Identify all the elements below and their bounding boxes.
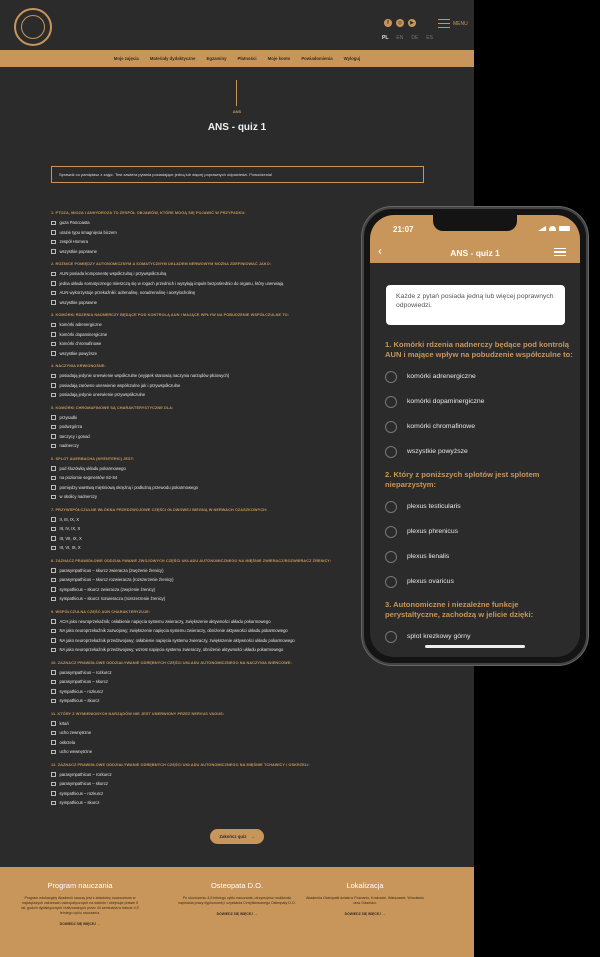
logo[interactable] xyxy=(14,8,52,46)
mobile-answer-label: plexus ovaricus xyxy=(407,578,454,585)
answer-option[interactable] xyxy=(51,728,451,738)
answer-label: NA jako neuroprzekaźnik przedzwojowy; wzrost napięcia systemu zwieraczy, obniżenie aktywności układu pokarmowego xyxy=(59,647,284,653)
status-icons xyxy=(538,226,570,231)
question-title: 6. SPLOT AUERBACHA (MYENTERIC) JEST: xyxy=(51,456,135,461)
nav-item[interactable]: Egzaminy xyxy=(206,56,227,61)
home-indicator xyxy=(425,645,525,648)
answer-label: krtań xyxy=(59,720,69,726)
question-title: 1. PTOZA, MIOZA I ANHYDROZA TO ZESPÓŁ OBJAWÓW, KTÓRE MOGĄ SIĘ POJAWIĆ W PRZYPADKU: xyxy=(51,211,246,215)
checkbox[interactable] xyxy=(51,230,56,235)
answer-label: posiadają jedynie unerwienie przywspółczulne xyxy=(59,392,146,398)
answer-option[interactable] xyxy=(51,668,451,678)
checkbox[interactable] xyxy=(51,495,56,500)
nav-item[interactable]: Moje zajęcia xyxy=(113,56,139,61)
checkbox[interactable] xyxy=(51,772,56,777)
answer-label: parasympathicus – rozkurcz xyxy=(59,669,112,675)
nav-item[interactable]: Moje konto xyxy=(267,56,291,61)
checkbox[interactable] xyxy=(51,638,56,643)
answer-option[interactable] xyxy=(51,677,451,687)
status-time: 21:07 xyxy=(393,225,414,234)
footer-column xyxy=(177,881,297,916)
mobile-answer-label: wszystkie powyższe xyxy=(407,448,468,455)
mobile-question xyxy=(385,600,575,649)
question-title: 11. KTÓRY Z WYMIENIONYCH NARZĄDÓW NIE JEST UNERWIONY PRZEZ NERVUS VAGUS: xyxy=(51,711,225,716)
answer-label: sympathicus – rozkurcz xyxy=(59,790,104,796)
answer-label: III, IV, IX, X xyxy=(59,526,81,532)
question-title: 2. RÓŻNICE POMIĘDZY AUTONOMICZNYM A SOMATYCZNYM UKŁADEM NERWOWYM MOŻNA ZDEFINIOWAĆ JAKO: xyxy=(51,262,272,266)
footer-text: Akademia Osteopatii działa w Poznaniu, Krakowie, Warszawie, Wrocławiu oraz Gdańsku. xyxy=(306,896,424,905)
answer-label: NA jako neuroprzekaźnik przedzwojowy; osłabienie napięcia systemu zwieraczy, zwiększenie aktywności układu pokarmowego xyxy=(59,637,295,643)
mobile-question-title: 1. Komórki rdzenia nadnerczy będące pod kontrolą AUN i mające wpływ na pobudzenie współczulne to: xyxy=(385,340,573,359)
question-title: 10. ZAZNACZ PRAWIDŁOWE ODDZIAŁYWANIE ODRĘBNYCH CZĘŚCI UKŁADU AUTONOMICZNEGO NA NACZYNIA WIEŃCOWE: xyxy=(51,660,292,665)
question-title: 7. PRZYWSPÓŁCZULNE WŁÓKNA PRZEDZWOJOWE CZĘŚCI GŁOWOWEJ BIEGNĄ W NERWACH CZASZKOWYCH: xyxy=(51,507,268,512)
checkbox[interactable] xyxy=(51,323,56,328)
answer-label: wszystkie powyższe xyxy=(59,350,97,356)
menu-button[interactable] xyxy=(438,19,468,28)
answer-label: guza Pancoasta xyxy=(59,220,90,226)
checkbox[interactable] xyxy=(51,221,56,226)
nav-item[interactable]: Powiadomienia xyxy=(301,56,333,61)
mobile-quiz-questions xyxy=(385,340,575,655)
footer-title: Lokalizacja xyxy=(346,881,384,890)
footer-title: Osteopata D.O. xyxy=(210,881,264,890)
checkbox[interactable] xyxy=(51,597,56,602)
breadcrumb-divider xyxy=(236,80,237,106)
battery-icon xyxy=(559,226,570,231)
mobile-answer-label: komórki adrenergiczne xyxy=(407,373,476,380)
social-links xyxy=(384,19,416,27)
checkbox[interactable] xyxy=(51,466,56,471)
language-switcher xyxy=(382,35,433,41)
checkbox[interactable] xyxy=(51,374,56,379)
nav-item[interactable]: Wyloguj xyxy=(343,56,361,61)
mobile-answer-option[interactable] xyxy=(385,569,575,594)
checkbox[interactable] xyxy=(51,425,56,430)
mobile-answer-label: komórki chromafinowe xyxy=(407,423,475,430)
checkbox[interactable] xyxy=(51,568,56,573)
checkbox[interactable] xyxy=(51,517,56,522)
answer-label: NA jako neuroprzekaźnik zazwojowy; zwiększenie napięcia systemu zwieraczy, obniżenie aktywności układu pokarmowego xyxy=(59,628,288,634)
mobile-answer-option[interactable] xyxy=(385,389,575,414)
footer-text: Program edukacyjny Akademii nauczy jest z absolutny nowoczesne w największych zakresach osteopatycznych na świecie i obejmuje prawie 5 lat, godzin dydaktycznych realizowanych przez 44 seminaria w trakcie 4,5 letniego cyklu nauczania. xyxy=(21,896,139,915)
arrow-right-icon: → xyxy=(250,834,255,839)
checkbox[interactable] xyxy=(51,249,56,254)
checkbox[interactable] xyxy=(51,342,56,347)
language-option[interactable]: ES xyxy=(426,35,433,41)
answer-option[interactable] xyxy=(51,696,451,706)
question-title: 8. ZAZNACZ PRAWIDŁOWE ODDZIAŁYWANIE ZWOJOWYCH CZĘŚCI UKŁADU AUTONOMICZNEGO NA MIĘŚNIE ZWIERACZ/ROZWIERACZ ŹRENICY: xyxy=(51,558,332,563)
mobile-answer-option[interactable] xyxy=(385,519,575,544)
radio-button[interactable] xyxy=(385,501,397,513)
answer-label: tarczycy i gonad xyxy=(59,433,90,439)
checkbox[interactable] xyxy=(51,731,56,736)
checkbox[interactable] xyxy=(51,415,56,420)
answer-label: wszystkie poprawne xyxy=(59,248,97,254)
question-title: 4. NACZYNIA KRWIONOŚNE: xyxy=(51,364,106,368)
footer-column xyxy=(305,881,425,916)
answer-label: oskrzela xyxy=(59,739,76,745)
answer-label: parasympathicus – skurcz xyxy=(59,781,108,787)
checkbox[interactable] xyxy=(51,629,56,634)
answer-label: zespół Hornera xyxy=(59,239,88,245)
answer-label: pomiędzy warstwą mięśniową okrężną i podłużną przewodu pokarmowego xyxy=(59,484,198,490)
mobile-answer-label: plexus phrenicus xyxy=(407,528,459,535)
answer-label: sympathicus – skurcz rozwieracza (rozszerzenie źrenicy) xyxy=(59,596,166,602)
answer-label: ucho zewnętrzne xyxy=(59,730,92,736)
footer-text: Po ukończeniu 4,5 letniego cyklu nauczania, otrzymujesz możliwość napisania pracy dyplomowej i uzyskania Certyfikowanego Osteopaty D.O. xyxy=(178,896,296,905)
language-option[interactable]: PL xyxy=(382,35,389,41)
radio-button[interactable] xyxy=(385,526,397,538)
checkbox[interactable] xyxy=(51,689,56,694)
answer-option[interactable] xyxy=(51,719,451,729)
checkbox[interactable] xyxy=(51,791,56,796)
answer-label: posiadają zarówno unerwienie współczulne jak i przywspółczulne xyxy=(59,382,181,388)
checkbox[interactable] xyxy=(51,476,56,481)
mobile-app-bar xyxy=(370,241,580,263)
checkbox[interactable] xyxy=(51,291,56,296)
answer-label: pod śluzówką układu pokarmowego xyxy=(59,465,126,471)
checkbox[interactable] xyxy=(51,272,56,277)
answer-label: parasympathicus – skurcz xyxy=(59,679,108,685)
answer-label: AUN posiada komponentę współczulną i przywspółczulną xyxy=(59,271,167,277)
answer-option[interactable] xyxy=(51,770,451,780)
answer-label: sympathicus – skurcz xyxy=(59,800,100,806)
signal-icon xyxy=(538,226,546,231)
mobile-answer-option[interactable] xyxy=(385,494,575,519)
answer-label: w okolicy nadnerczy xyxy=(59,494,97,500)
back-arrow-icon[interactable]: ‹ xyxy=(378,244,382,258)
checkbox[interactable] xyxy=(51,587,56,592)
answer-label: parasympathicus – skurcz zwieracza (zwężenie źrenicy) xyxy=(59,567,164,573)
nav-item[interactable]: Materiały dydaktyczne xyxy=(149,56,196,61)
footer-title: Program nauczania xyxy=(47,881,113,890)
mobile-title: ANS - quiz 1 xyxy=(450,248,500,258)
footer-more-link[interactable]: DOWIEDZ SIĘ WIĘCEJ → xyxy=(59,922,101,926)
answer-label: sympathicus – skurcz zwieracza (zwężenie źrenicy) xyxy=(59,586,156,592)
answer-option[interactable] xyxy=(51,738,451,748)
answer-option[interactable] xyxy=(51,779,451,789)
checkbox[interactable] xyxy=(51,680,56,685)
answer-label: sympathicus – skurcz xyxy=(59,698,100,704)
checkbox[interactable] xyxy=(51,536,56,541)
hamburger-icon xyxy=(438,19,450,28)
checkbox[interactable] xyxy=(51,393,56,398)
mobile-answer-label: plexus testicularis xyxy=(407,503,461,510)
answer-option[interactable] xyxy=(51,747,451,757)
answer-label: III, VI, IX, X xyxy=(59,545,81,551)
wifi-icon xyxy=(549,226,556,231)
answer-label: ucho wewnętrzne xyxy=(59,749,93,755)
page-title: ANS - quiz 1 xyxy=(207,122,267,133)
checkbox[interactable] xyxy=(51,721,56,726)
answer-label: posiadają jedynie unerwienie współczulne (wyjątek stanowią naczynia narządów płciowych) xyxy=(59,373,230,379)
checkbox[interactable] xyxy=(51,383,56,388)
mobile-question xyxy=(385,470,575,594)
mobile-question-title: 3. Autonomiczne i niezależne funkcje perystaltyczne, zachodzą w jelicie dzięki: xyxy=(385,600,534,619)
quiz-info-box: Sprawdź co pamiętasz z zajęć. Test zawiera pytania posiadające jedną lub więcej poprawnych odpowiedzi. Powodzenia! xyxy=(51,166,424,183)
site-footer xyxy=(0,867,474,957)
checkbox[interactable] xyxy=(51,648,56,653)
answer-label: parasympathicus – rozkurcz xyxy=(59,771,112,777)
answer-label: komórki dopaminergiczne xyxy=(59,331,108,337)
question xyxy=(51,763,451,808)
question xyxy=(51,661,451,706)
checkbox[interactable] xyxy=(51,240,56,245)
answer-label: urazie typu smagnięcia biczem xyxy=(59,229,117,235)
mobile-answer-label: komórki dopaminergiczne xyxy=(407,398,485,405)
answer-label: jedna układu somatycznego mieszczą się w rogach przednich i wysyłają impuls bezpośrednio do organu, który unerwiają xyxy=(59,280,284,286)
radio-button[interactable] xyxy=(385,576,397,588)
radio-button[interactable] xyxy=(385,551,397,563)
mobile-answer-label: splot krezkowy górny xyxy=(407,633,471,640)
hamburger-icon[interactable] xyxy=(554,248,566,256)
checkbox[interactable] xyxy=(51,740,56,745)
mobile-question-title: 2. Który z poniższych splotów jest splotem nieparzystym: xyxy=(385,470,540,489)
answer-label: przysadki xyxy=(59,414,78,420)
checkbox[interactable] xyxy=(51,750,56,755)
radio-button[interactable] xyxy=(385,396,397,408)
radio-button[interactable] xyxy=(385,421,397,433)
mobile-screen xyxy=(370,215,580,657)
checkbox[interactable] xyxy=(51,578,56,583)
main-navigation xyxy=(0,50,474,67)
mobile-answer-option[interactable] xyxy=(385,364,575,389)
footer-more-link[interactable]: DOWIEDZ SIĘ WIĘCEJ → xyxy=(344,912,386,916)
question-title: 5. KOMÓRKI CHROMAFINOWE SĄ CHARAKTERYSTYCZNE DLA: xyxy=(51,405,174,410)
answer-label: wszystkie poprawne xyxy=(59,299,97,305)
facebook-icon[interactable]: f xyxy=(384,19,392,27)
checkbox[interactable] xyxy=(51,281,56,286)
checkbox[interactable] xyxy=(51,699,56,704)
checkbox[interactable] xyxy=(51,546,56,551)
radio-button[interactable] xyxy=(385,371,397,383)
nav-item[interactable]: Płatności xyxy=(237,56,257,61)
question xyxy=(51,712,451,757)
checkbox[interactable] xyxy=(51,351,56,356)
answer-option[interactable] xyxy=(51,789,451,799)
site-header xyxy=(0,0,474,50)
answer-label: sympathicus – rozkurcz xyxy=(59,688,104,694)
mobile-answer-option[interactable] xyxy=(385,439,575,464)
logo-emblem-icon xyxy=(21,15,45,39)
youtube-icon[interactable]: ▶ xyxy=(408,19,416,27)
answer-label: podwzgórza xyxy=(59,424,83,430)
question-title: 9. WSPÓŁCZULNA CZĘŚĆ AUN CHARAKTERYZUJE: xyxy=(51,609,151,614)
mobile-answer-option[interactable] xyxy=(385,544,575,569)
submit-quiz-button[interactable] xyxy=(210,829,264,844)
mobile-question xyxy=(385,340,575,464)
answer-label: na poziomie segmentów S2-S4 xyxy=(59,475,118,481)
checkbox[interactable] xyxy=(51,332,56,337)
checkbox[interactable] xyxy=(51,782,56,787)
phone-notch xyxy=(433,215,517,231)
language-option[interactable]: EN xyxy=(396,35,404,41)
checkbox[interactable] xyxy=(51,300,56,305)
checkbox[interactable] xyxy=(51,670,56,675)
footer-more-link[interactable]: DOWIEDZ SIĘ WIĘCEJ → xyxy=(216,912,258,916)
instagram-icon[interactable]: ◎ xyxy=(397,20,403,26)
answer-label: ACH jako neuroprzekaźnik; osłabienie napięcia systemu zwieraczy, zwiększenie aktywności układu pokarmowego xyxy=(59,618,271,624)
checkbox[interactable] xyxy=(51,434,56,439)
checkbox[interactable] xyxy=(51,444,56,449)
question-title: 3. KOMÓRKI RDZENIA NADNERCZY BĘDĄCE POD KONTROLĄ AUN I MAJĄCE WPŁYW NA POBUDZENIE WSPÓŁCZULNE TO: xyxy=(51,313,290,317)
answer-label: II, III, IX, X xyxy=(59,516,80,522)
answer-label: AUN wykorzystuje przekaźniki: adrenalinę, noradrenalinę i acetylocholinę xyxy=(59,290,196,296)
phone-mockup xyxy=(362,207,588,665)
language-option[interactable]: DE xyxy=(411,35,419,41)
checkbox[interactable] xyxy=(51,801,56,806)
radio-button[interactable] xyxy=(385,631,397,643)
checkbox[interactable] xyxy=(51,527,56,532)
answer-label: parasympathicus – skurcz rozwieracza (rozszerzenie źrenicy) xyxy=(59,577,174,583)
answer-option[interactable] xyxy=(51,687,451,697)
mobile-info-card: Każde z pytań posiada jedną lub więcej poprawnych odpowiedzi. xyxy=(386,285,565,325)
checkbox[interactable] xyxy=(51,619,56,624)
checkbox[interactable] xyxy=(51,485,56,490)
mobile-answer-label: plexus lienalis xyxy=(407,553,450,560)
footer-column xyxy=(20,881,140,926)
status-bar xyxy=(370,215,580,241)
radio-button[interactable] xyxy=(385,446,397,458)
answer-label: III, VII, IX, X xyxy=(59,535,82,541)
answer-option[interactable] xyxy=(51,798,451,808)
answer-label: nadnerczy xyxy=(59,443,79,449)
breadcrumb[interactable]: ANS xyxy=(232,109,242,114)
answer-label: komórki adrenergiczne xyxy=(59,322,102,328)
submit-label: Zakończ quiz xyxy=(219,834,247,839)
mobile-answer-option[interactable] xyxy=(385,414,575,439)
answer-label: komórki chromafinowe xyxy=(59,341,102,347)
menu-label: MENU xyxy=(453,20,468,27)
question-title: 12. ZAZNACZ PRAWIDŁOWE ODDZIAŁYWANIE ODRĘBNYCH CZĘŚCI UKŁADU AUTONOMICZNEGO NA MIĘŚNIE TCHAWICY I OSKRZELI: xyxy=(51,762,310,767)
